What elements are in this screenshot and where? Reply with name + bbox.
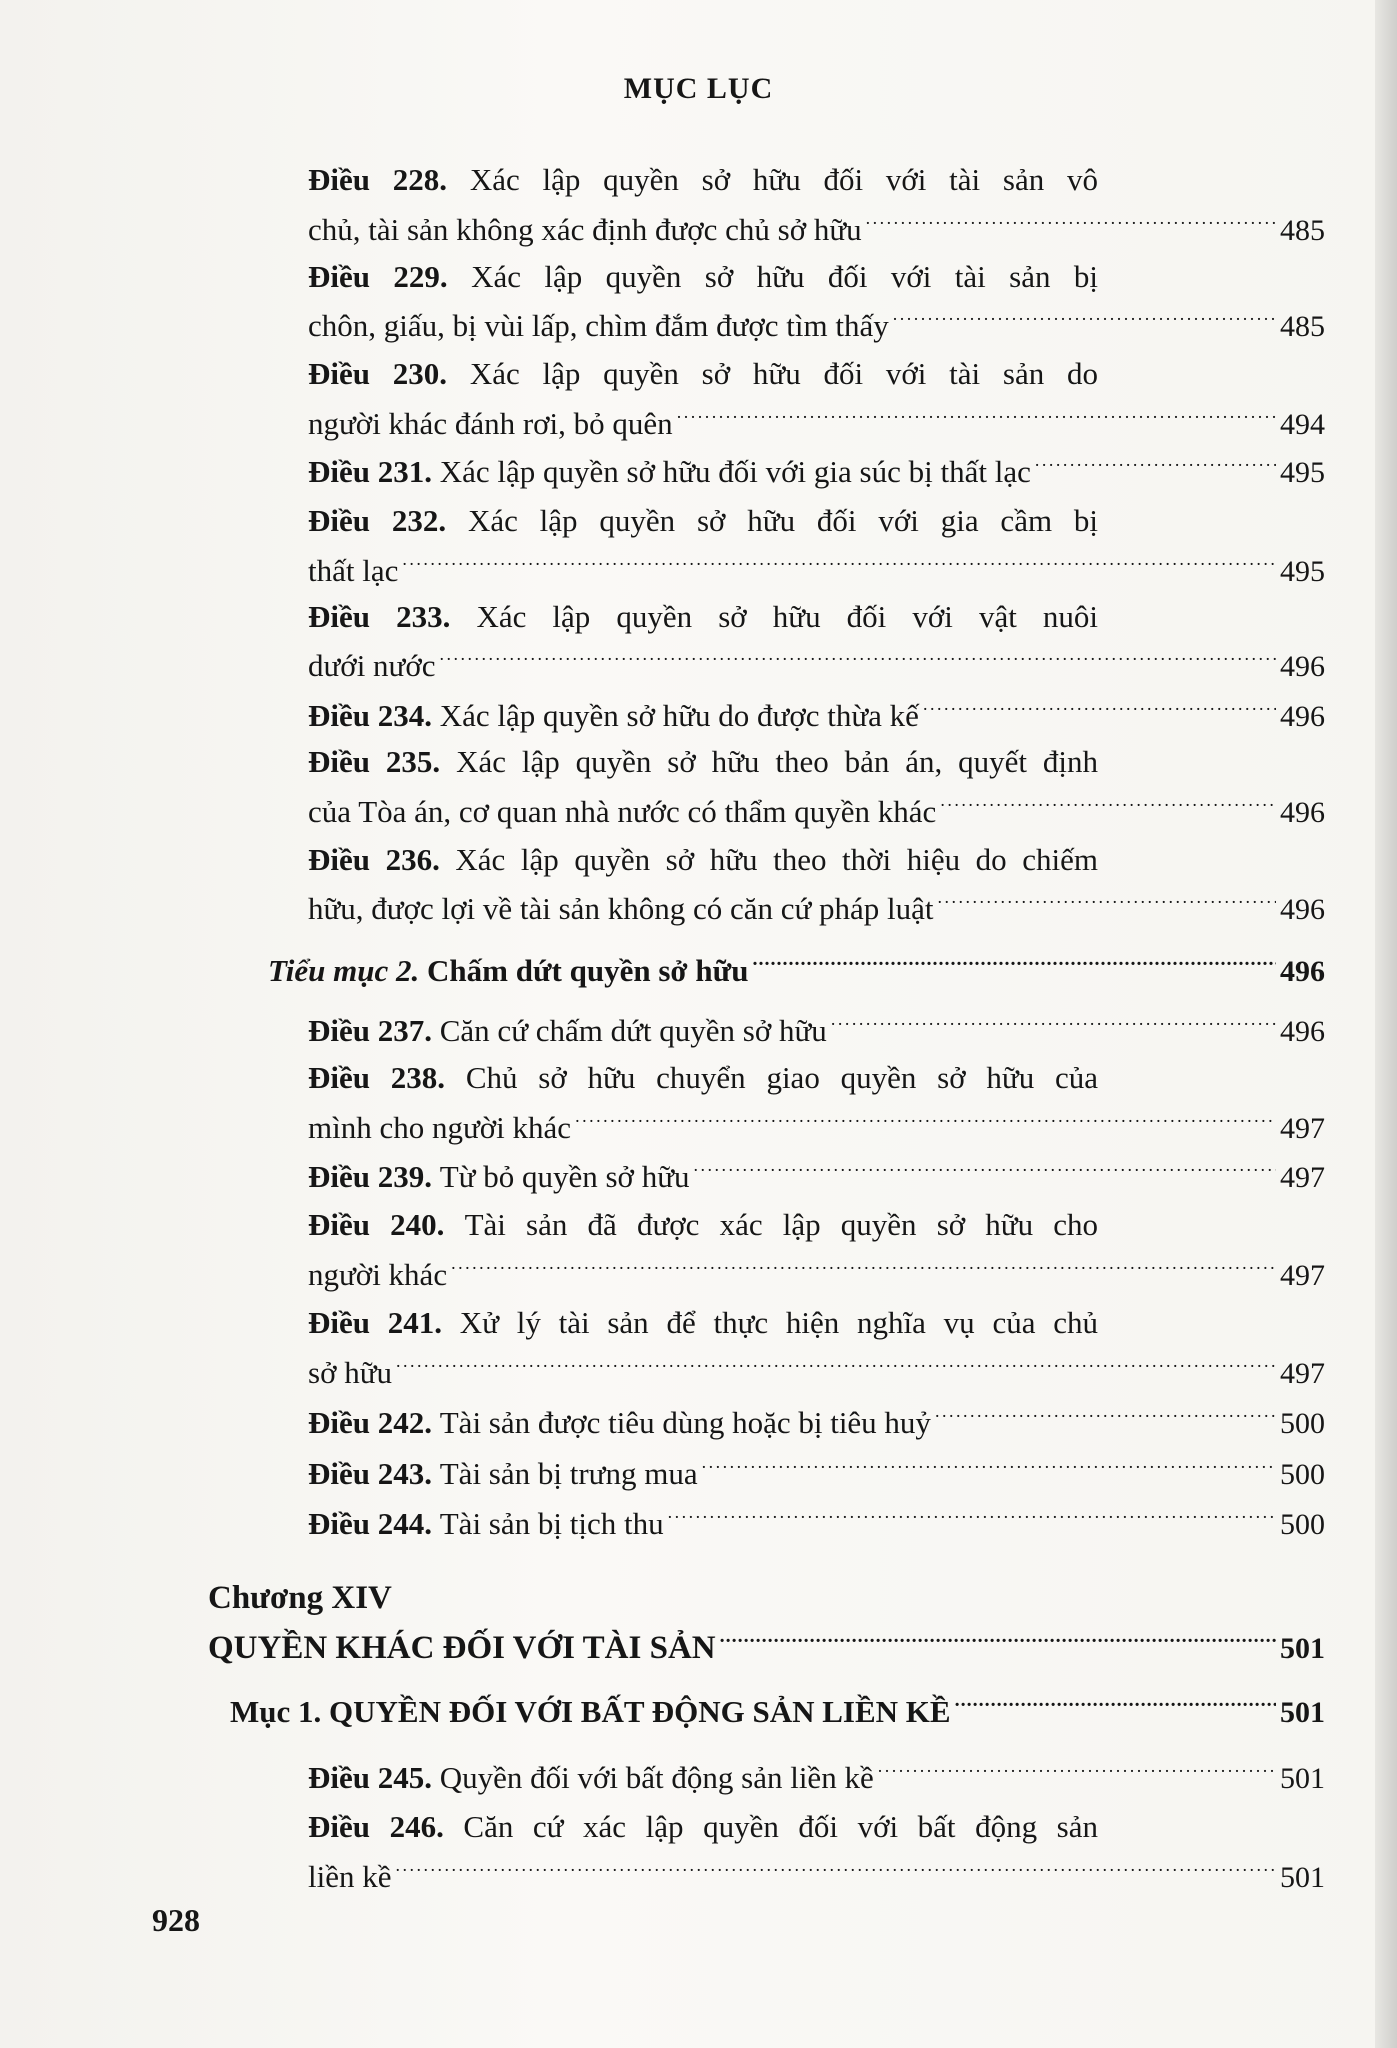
article-title: Chủ sở hữu chuyển giao quyền sở hữu của <box>465 1060 1099 1095</box>
page-ref: 496 <box>1280 796 1325 829</box>
article-title-cont: của Tòa án, cơ quan nhà nước có thẩm quyền khác <box>308 794 937 829</box>
toc-entry-232-line2 <box>308 551 1325 592</box>
page-ref: 485 <box>1280 310 1325 343</box>
page-ref: 500 <box>1280 1508 1325 1541</box>
article-number: Điều 246. <box>308 1809 444 1844</box>
dot-leader <box>702 1456 1276 1484</box>
article-title-cont: chủ, tài sản không xác định được chủ sở hữu <box>308 212 862 247</box>
article-number: Điều 241. <box>308 1305 443 1340</box>
article-number: Điều 236. <box>308 842 440 877</box>
toc-subsection-2 <box>268 951 1325 992</box>
dot-leader <box>752 953 1276 981</box>
page-ref: 494 <box>1280 408 1325 441</box>
dot-leader <box>575 1110 1276 1138</box>
article-number: Điều 237. <box>308 1013 432 1048</box>
toc-entry-241-line2 <box>308 1353 1325 1394</box>
section-title: QUYỀN ĐỐI VỚI BẤT ĐỘNG SẢN LIỀN KỀ <box>329 1694 951 1729</box>
toc-entry-244 <box>308 1504 1325 1545</box>
article-title: Tài sản bị tịch thu <box>439 1506 664 1541</box>
page-ref: 495 <box>1280 456 1325 489</box>
page-ref: 500 <box>1280 1458 1325 1491</box>
article-title-cont: thất lạc <box>308 553 399 588</box>
dot-leader <box>451 1257 1276 1285</box>
page-ref: 495 <box>1280 555 1325 588</box>
toc-section-1 <box>230 1692 1325 1733</box>
toc-entry-243 <box>308 1454 1325 1495</box>
article-title-cont: hữu, được lợi về tài sản không có căn cứ pháp luật <box>308 891 934 926</box>
toc-entry-233-line1 <box>308 597 1098 637</box>
dot-leader <box>955 1694 1276 1722</box>
toc-entry-239 <box>308 1157 1325 1198</box>
chapter-number: Chương XIV <box>208 1580 392 1616</box>
article-number: Điều 245. <box>308 1760 432 1795</box>
dot-leader <box>720 1630 1276 1658</box>
article-number: Điều 231. <box>308 454 432 489</box>
article-number: Điều 232. <box>308 503 447 538</box>
toc-entry-229-line1 <box>308 257 1098 297</box>
article-title: Xác lập quyền sở hữu đối với tài sản do <box>469 356 1099 391</box>
dot-leader <box>940 794 1276 822</box>
page-ref: 485 <box>1280 214 1325 247</box>
subsection-title: Chấm dứt quyền sở hữu <box>427 953 749 988</box>
toc-entry-229-line2 <box>308 306 1325 347</box>
article-title-cont: liền kề <box>308 1859 392 1894</box>
article-title: Căn cứ chấm dứt quyền sở hữu <box>439 1013 827 1048</box>
article-title: Xác lập quyền sở hữu đối với tài sản vô <box>469 162 1099 197</box>
toc-entry-234 <box>308 696 1325 737</box>
dot-leader <box>935 1405 1276 1433</box>
page-ref: 501 <box>1280 1696 1325 1729</box>
article-number: Điều 235. <box>308 744 441 779</box>
article-title-cont: mình cho người khác <box>308 1110 572 1145</box>
toc-entry-240-line2 <box>308 1255 1325 1296</box>
article-title: Tài sản đã được xác lập quyền sở hữu cho <box>464 1207 1099 1242</box>
article-title: Từ bỏ quyền sở hữu <box>439 1159 690 1194</box>
dot-leader <box>402 553 1276 581</box>
dot-leader <box>668 1506 1276 1534</box>
dot-leader <box>1035 454 1276 482</box>
article-title: Xác lập quyền sở hữu đối với vật nuôi <box>476 599 1099 634</box>
article-title: Tài sản bị trưng mua <box>439 1456 698 1491</box>
article-title: Quyền đối với bất động sản liền kề <box>439 1760 874 1795</box>
toc-entry-228-line2 <box>308 210 1325 251</box>
article-number: Điều 229. <box>308 259 448 294</box>
article-number: Điều 228. <box>308 162 448 197</box>
dot-leader <box>694 1159 1276 1187</box>
chapter-title: QUYỀN KHÁC ĐỐI VỚI TÀI SẢN <box>208 1630 716 1666</box>
article-number: Điều 230. <box>308 356 448 391</box>
dot-leader <box>396 1859 1277 1887</box>
article-title-cont: dưới nước <box>308 648 436 683</box>
dot-leader <box>893 308 1276 336</box>
page-title: MỤC LỤC <box>623 72 774 105</box>
article-title: Xác lập quyền sở hữu do được thừa kế <box>439 698 919 733</box>
article-title: Xác lập quyền sở hữu đối với gia súc bị thất lạc <box>439 454 1031 489</box>
article-number: Điều 238. <box>308 1060 446 1095</box>
toc-entry-233-line2 <box>308 646 1325 687</box>
dot-leader <box>938 891 1276 919</box>
page-ref: 496 <box>1280 700 1325 733</box>
page-ref: 497 <box>1280 1357 1325 1390</box>
article-title: Xác lập quyền sở hữu theo bản án, quyết định <box>456 744 1099 779</box>
article-title: Căn cứ xác lập quyền đối với bất động sản <box>463 1809 1099 1844</box>
article-number: Điều 243. <box>308 1456 432 1491</box>
article-title: Xử lý tài sản để thực hiện nghĩa vụ của chủ <box>459 1305 1098 1340</box>
toc-entry-235-line2 <box>308 792 1325 833</box>
article-number: Điều 244. <box>308 1506 432 1541</box>
toc-entry-246-line1 <box>308 1807 1098 1847</box>
chapter-label <box>208 1578 392 1618</box>
toc-entry-236-line1 <box>308 840 1098 880</box>
dot-leader <box>923 698 1276 726</box>
toc-entry-245 <box>308 1758 1325 1799</box>
page-ref: 501 <box>1280 1861 1325 1894</box>
toc-chapter-14 <box>208 1628 1325 1669</box>
dot-leader <box>440 648 1276 676</box>
article-title: Xác lập quyền sở hữu theo thời hiệu do chiếm <box>455 842 1098 877</box>
toc-entry-228-line1 <box>308 160 1098 200</box>
toc-entry-241-line1 <box>308 1303 1098 1343</box>
dot-leader <box>831 1013 1276 1041</box>
page-ref: 496 <box>1280 955 1325 988</box>
article-title-cont: chôn, giấu, bị vùi lấp, chìm đắm được tìm thấy <box>308 308 889 343</box>
page-ref: 496 <box>1280 650 1325 683</box>
article-number: Điều 234. <box>308 698 432 733</box>
article-number: Điều 240. <box>308 1207 445 1242</box>
toc-entry-246-line2 <box>308 1857 1325 1898</box>
page-ref: 496 <box>1280 893 1325 926</box>
article-title: Xác lập quyền sở hữu đối với tài sản bị <box>471 259 1099 294</box>
toc-entry-232-line1 <box>308 501 1098 541</box>
subsection-label: Tiểu mục 2. <box>268 953 420 988</box>
toc-entry-235-line1 <box>308 742 1098 782</box>
article-title-cont: sở hữu <box>308 1355 393 1390</box>
article-title-cont: người khác đánh rơi, bỏ quên <box>308 406 673 441</box>
page-ref: 497 <box>1280 1161 1325 1194</box>
article-title: Tài sản được tiêu dùng hoặc bị tiêu huỷ <box>439 1405 931 1440</box>
toc-entry-240-line1 <box>308 1205 1098 1245</box>
toc-entry-230-line2 <box>308 404 1325 445</box>
page-ref: 501 <box>1280 1762 1325 1795</box>
article-number: Điều 233. <box>308 599 451 634</box>
article-title: Xác lập quyền sở hữu đối với gia cầm bị <box>467 503 1099 538</box>
toc-entry-242 <box>308 1403 1325 1444</box>
toc-entry-238-line1 <box>308 1058 1098 1098</box>
page-ref: 497 <box>1280 1112 1325 1145</box>
article-number: Điều 239. <box>308 1159 432 1194</box>
section-label: Mục 1. <box>230 1694 322 1729</box>
dot-leader <box>866 212 1276 240</box>
page-ref: 497 <box>1280 1259 1325 1292</box>
toc-entry-237 <box>308 1011 1325 1052</box>
article-number: Điều 242. <box>308 1405 432 1440</box>
page-ref: 496 <box>1280 1015 1325 1048</box>
article-title-cont: người khác <box>308 1257 448 1292</box>
dot-leader <box>878 1760 1276 1788</box>
dot-leader <box>677 406 1276 434</box>
toc-entry-238-line2 <box>308 1108 1325 1149</box>
toc-entry-230-line1 <box>308 354 1098 394</box>
toc-entry-236-line2 <box>308 889 1325 930</box>
page-ref: 500 <box>1280 1407 1325 1440</box>
page-number: 928 <box>152 1902 200 1938</box>
dot-leader <box>396 1355 1276 1383</box>
toc-entry-231 <box>308 452 1325 493</box>
page-ref: 501 <box>1280 1632 1325 1665</box>
